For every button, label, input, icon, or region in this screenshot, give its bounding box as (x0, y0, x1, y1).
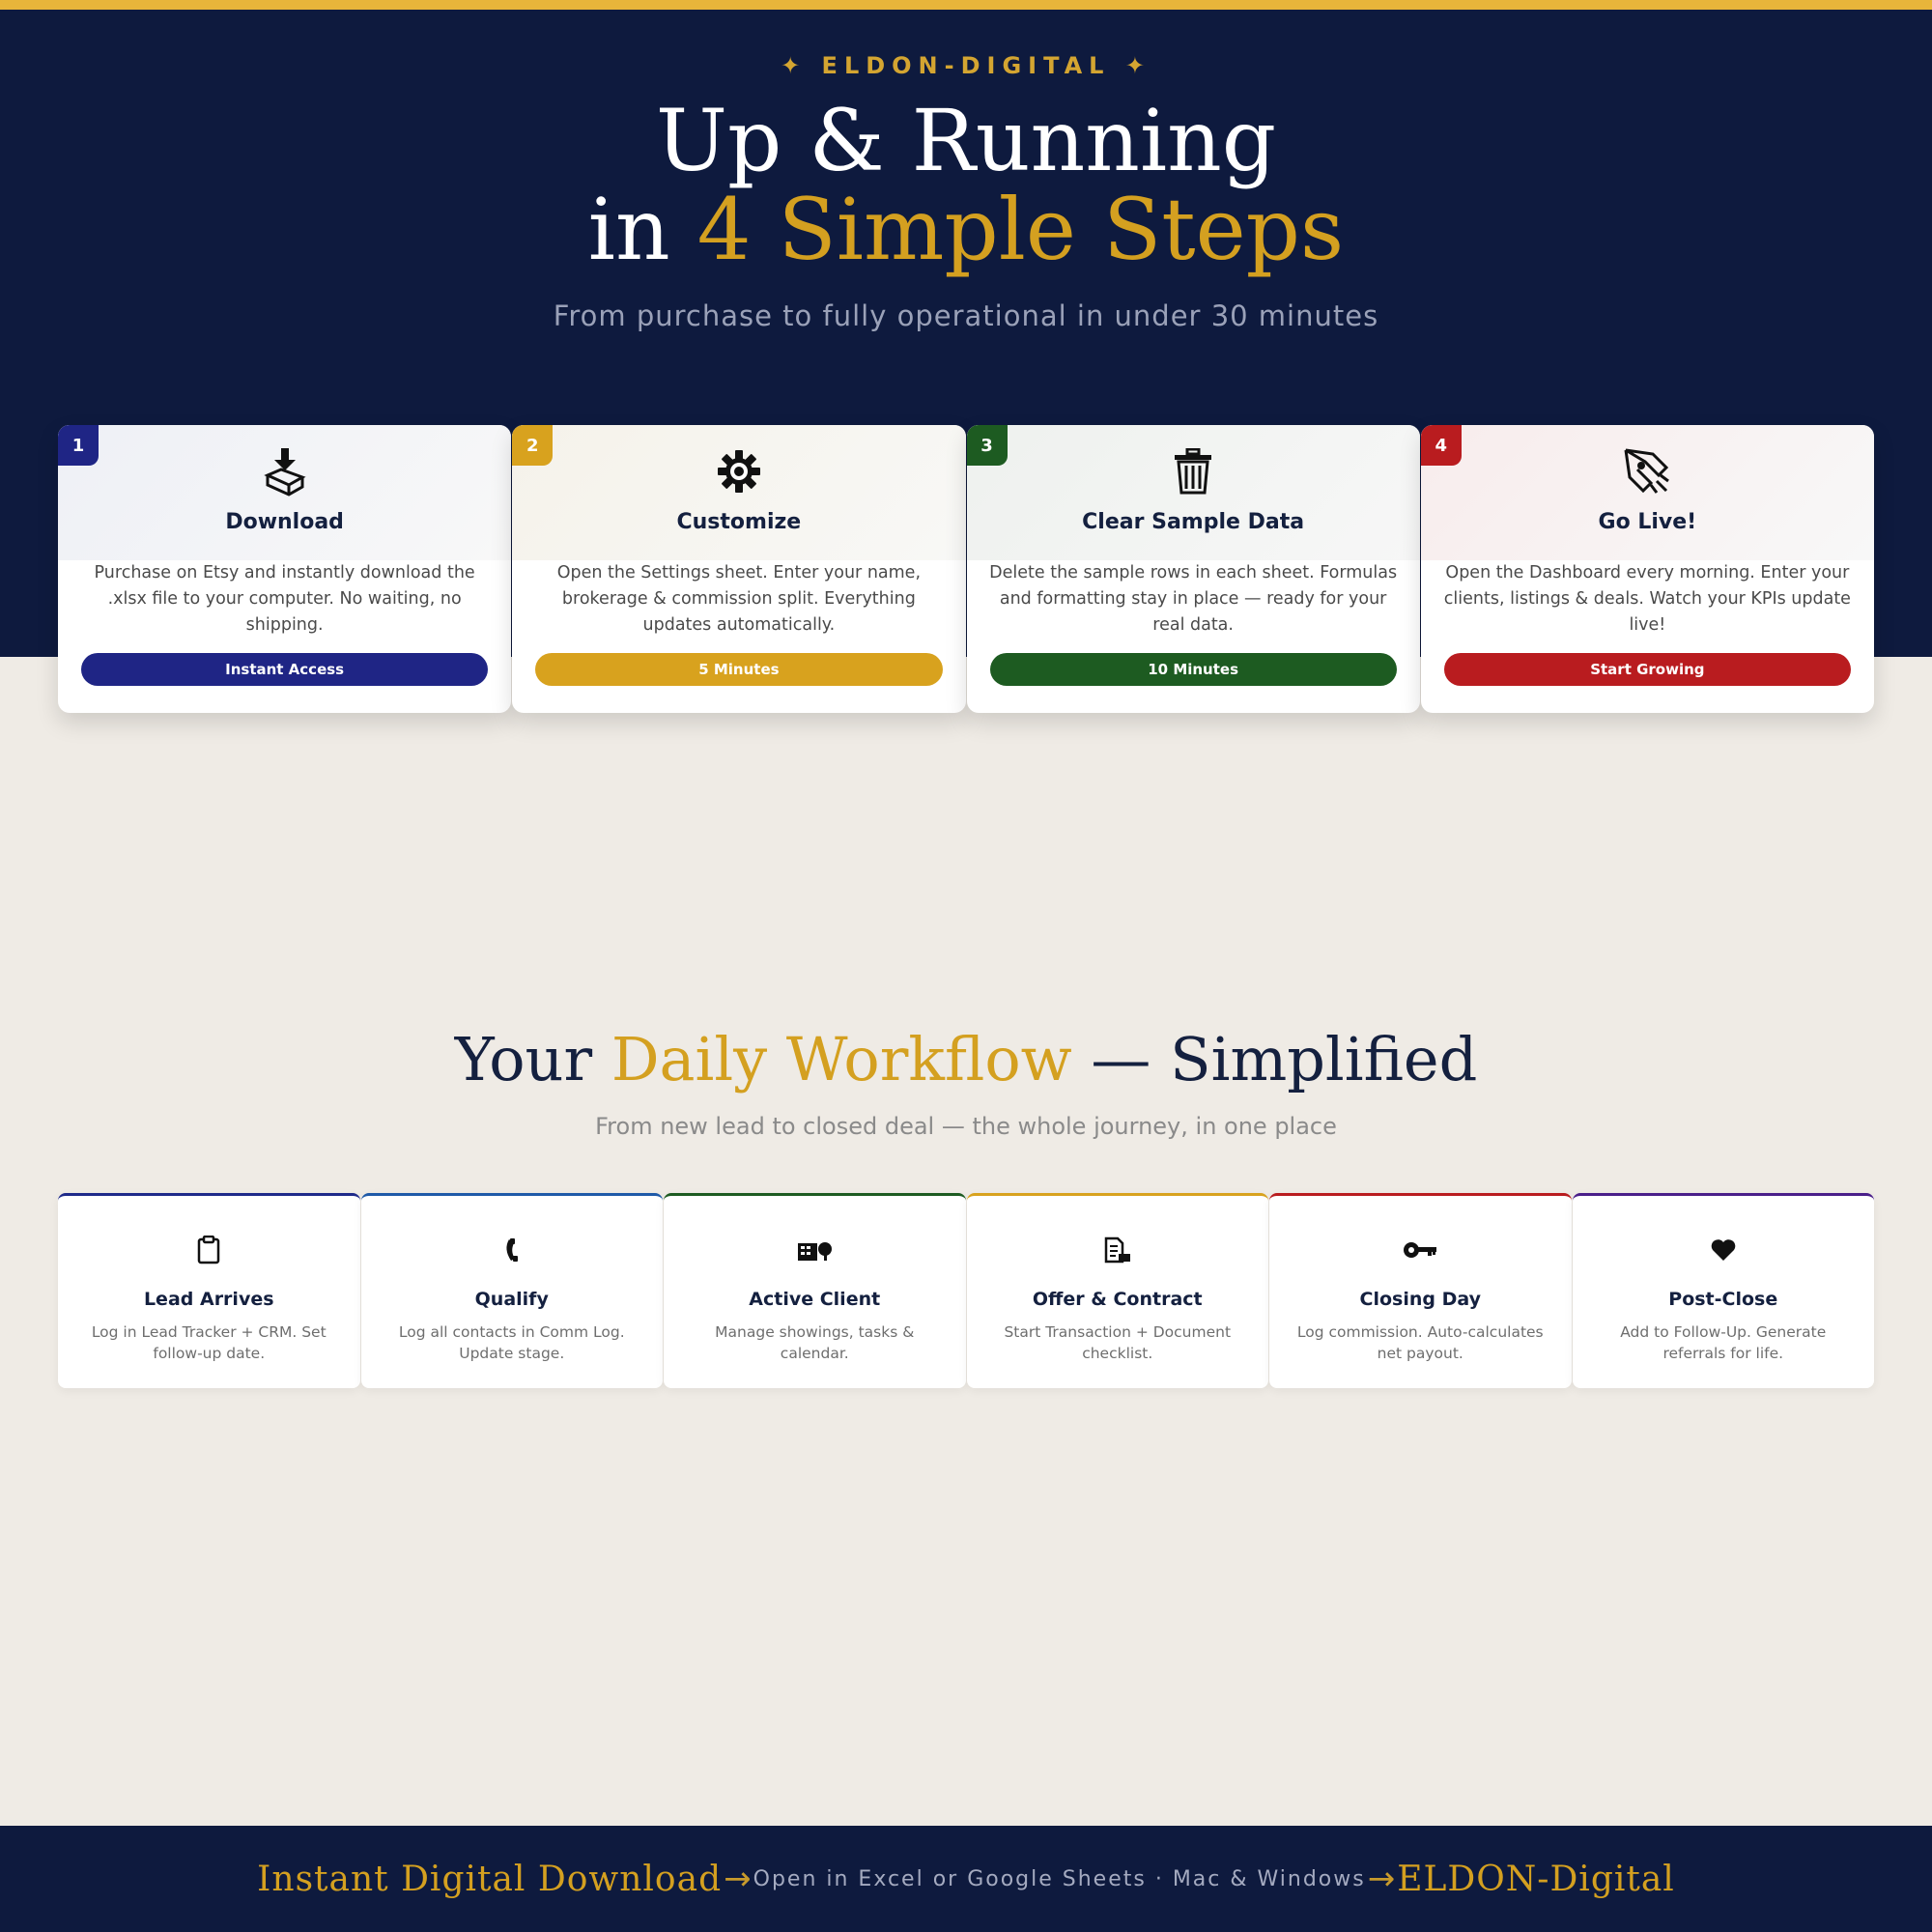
workflow-row (58, 1193, 1874, 1388)
workflow-title-prefix: Your (454, 1024, 611, 1094)
workflow-title-highlight: Daily Workflow (611, 1024, 1072, 1094)
rocket-icon (1421, 444, 1874, 498)
trash-icon (967, 444, 1420, 498)
workflow-card-qualify (361, 1193, 664, 1388)
hero-title-line1: Up & Running (655, 91, 1277, 190)
footer-right-text: ELDON-Digital (1397, 1859, 1675, 1899)
workflow-card-closing-day (1269, 1193, 1572, 1388)
instant-access-button[interactable]: Instant Access (81, 653, 488, 686)
heart-icon (1573, 1231, 1875, 1269)
footer-arrow-1: → (724, 1860, 752, 1898)
workflow-step-name: Active Client (749, 1289, 881, 1310)
workflow-subtitle: From new lead to closed deal — the whole journey, in one place (595, 1113, 1337, 1140)
top-accent-bar (0, 0, 1932, 10)
gear-icon (512, 444, 965, 498)
hero-subtitle: From purchase to fully operational in under 30 minutes (553, 299, 1379, 332)
step-card-customize (512, 425, 965, 713)
workflow-card-lead-arrives (58, 1193, 360, 1388)
workflow-step-description: Log commission. Auto-calculates net payout. (1296, 1323, 1544, 1362)
step-description: Purchase on Etsy and instantly download the .xlsx file to your computer. No waiting, no shipping. (94, 563, 475, 635)
workflow-step-name: Lead Arrives (143, 1289, 274, 1310)
ten-minutes-button[interactable]: 10 Minutes (990, 653, 1397, 686)
step-number-badge: 4 (1421, 425, 1462, 466)
phone-icon (361, 1231, 664, 1269)
step-description: Open the Settings sheet. Enter your name, brokerage & commission split. Everything updates automatically. (556, 563, 922, 635)
start-growing-button[interactable]: Start Growing (1444, 653, 1851, 686)
footer-middle-text: Open in Excel or Google Sheets · Mac & Windows (753, 1866, 1366, 1891)
step-title: Customize (676, 510, 802, 534)
five-minutes-button[interactable]: 5 Minutes (535, 653, 942, 686)
document-icon (967, 1231, 1269, 1269)
workflow-title-suffix: — Simplified (1071, 1024, 1478, 1094)
footer-arrow-2: → (1367, 1860, 1396, 1898)
step-card-clear-sample-data (967, 425, 1420, 713)
workflow-step-description: Add to Follow-Up. Generate referrals for life. (1620, 1323, 1827, 1362)
step-number-badge: 3 (967, 425, 1008, 466)
workflow-step-description: Start Transaction + Document checklist. (1004, 1323, 1232, 1362)
workflow-card-offer-contract (967, 1193, 1269, 1388)
workflow-step-name: Post-Close (1668, 1289, 1778, 1310)
step-number-badge: 2 (512, 425, 553, 466)
workflow-card-post-close (1573, 1193, 1875, 1388)
step-title: Go Live! (1598, 510, 1697, 534)
step-title: Clear Sample Data (1082, 510, 1305, 534)
steps-row (58, 425, 1874, 713)
step-description: Open the Dashboard every morning. Enter your clients, listings & deals. Watch your KPIs update live! (1443, 563, 1851, 635)
hero-title-highlight: 4 Simple Steps (696, 180, 1345, 279)
step-card-download (58, 425, 511, 713)
workflow-title (0, 1024, 1932, 1094)
workflow-step-name: Qualify (474, 1289, 549, 1310)
workflow-step-description: Manage showings, tasks & calendar. (715, 1323, 915, 1362)
workflow-card-active-client (664, 1193, 966, 1388)
house-icon (664, 1231, 966, 1269)
footer-bar (0, 1826, 1932, 1932)
hero-title (0, 91, 1932, 279)
step-title: Download (225, 510, 344, 534)
step-description: Delete the sample rows in each sheet. Formulas and formatting stay in place — ready for your real data. (989, 563, 1398, 635)
footer-left-text: Instant Digital Download (257, 1859, 723, 1899)
hero-title-prefix: in (587, 180, 697, 279)
workflow-step-description: Log all contacts in Comm Log. Update stage. (398, 1323, 625, 1362)
step-number-badge: 1 (58, 425, 99, 466)
key-icon (1269, 1231, 1572, 1269)
clipboard-icon (58, 1231, 360, 1269)
brand-label: ✦ ELDON-DIGITAL ✦ (781, 52, 1151, 79)
workflow-step-description: Log in Lead Tracker + CRM. Set follow-up date. (91, 1323, 327, 1362)
step-card-go-live (1421, 425, 1874, 713)
workflow-step-name: Offer & Contract (1032, 1289, 1203, 1310)
download-box-icon (58, 444, 511, 498)
workflow-step-name: Closing Day (1359, 1289, 1481, 1310)
hero-title-line2 (0, 180, 1932, 279)
